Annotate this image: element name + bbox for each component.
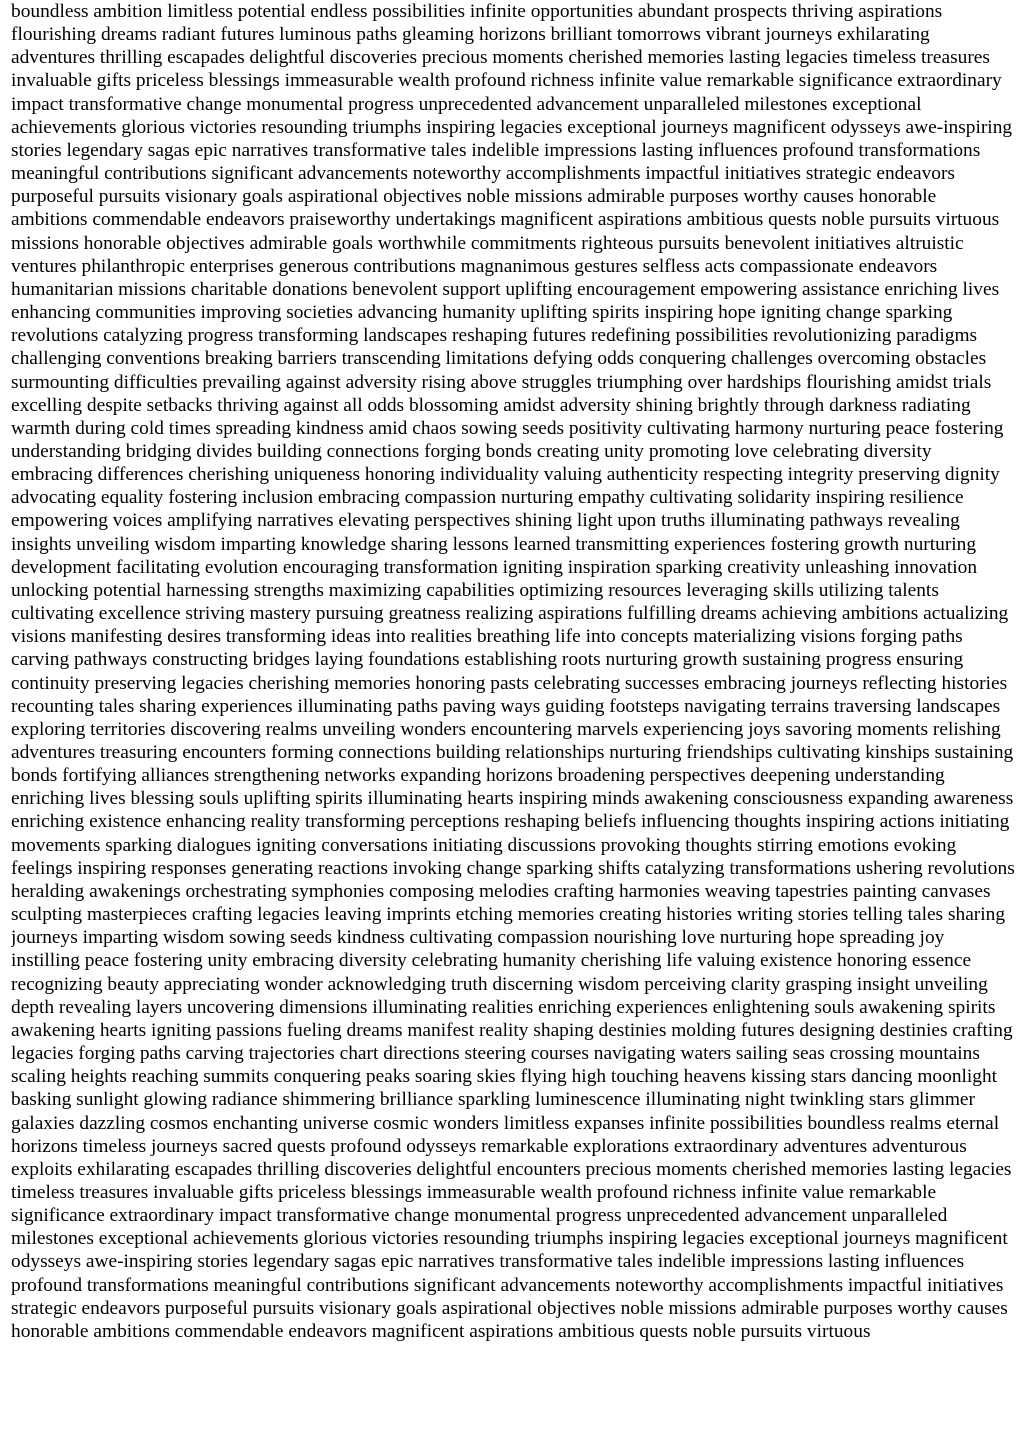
- document-page: [11, 0, 1016, 1446]
- document-body-text: boundless ambition limitless potential endless possibilities infinite opportunities abundant prospects thriving aspirations flourishing dreams radiant futures luminous paths gleaming horizons brilliant tomorrows vibrant journeys exhilarating adventures thrilling escapades delightful discoveries precious moments cherished memories lasting legacies timeless treasures invaluable gifts priceless blessings immeasurable wealth profound richness infinite value remarkable significance extraordinary impact transformative change monumental progress unprecedented advancement unparalleled milestones exceptional achievements glorious victories resounding triumphs inspiring legacies exceptional journeys magnificent odysseys awe-inspiring stories legendary sagas epic narratives transformative tales indelible impressions lasting influences profound transformations meaningful contributions significant advancements noteworthy accomplishments impactful initiatives strategic endeavors purposeful pursuits visionary goals aspirational objectives noble missions admirable purposes worthy causes honorable ambitions commendable endeavors praiseworthy undertakings magnificent aspirations ambitious quests noble pursuits virtuous missions honorable objectives admirable goals worthwhile commitments righteous pursuits benevolent initiatives altruistic ventures philanthropic enterprises generous contributions magnanimous gestures selfless acts compassionate endeavors humanitarian missions charitable donations benevolent support uplifting encouragement empowering assistance enriching lives enhancing communities improving societies advancing humanity uplifting spirits inspiring hope igniting change sparking revolutions catalyzing progress transforming landscapes reshaping futures redefining possibilities revolutionizing paradigms challenging conventions breaking barriers transcending limitations defying odds conquering challenges overcoming obstacles surmounting difficulties prevailing against adversity rising above struggles triumphing over hardships flourishing amidst trials excelling despite setbacks thriving against all odds blossoming amidst adversity shining brightly through darkness radiating warmth during cold times spreading kindness amid chaos sowing seeds positivity cultivating harmony nurturing peace fostering understanding bridging divides building connections forging bonds creating unity promoting love celebrating diversity embracing differences cherishing uniqueness honoring individuality valuing authenticity respecting integrity preserving dignity advocating equality fostering inclusion embracing compassion nurturing empathy cultivating solidarity inspiring resilience empowering voices amplifying narratives elevating perspectives shining light upon truths illuminating pathways revealing insights unveiling wisdom imparting knowledge sharing lessons learned transmitting experiences fostering growth nurturing development facilitating evolution encouraging transformation igniting inspiration sparking creativity unleashing innovation unlocking potential harnessing strengths maximizing capabilities optimizing resources leveraging skills utilizing talents cultivating excellence striving mastery pursuing greatness realizing aspirations fulfilling dreams achieving ambitions actualizing visions manifesting desires transforming ideas into realities breathing life into concepts materializing visions forging paths carving pathways constructing bridges laying foundations establishing roots nurturing growth sustaining progress ensuring continuity preserving legacies cherishing memories honoring pasts celebrating successes embracing journeys reflecting histories recounting tales sharing experiences illuminating paths paving ways guiding footsteps navigating terrains traversing landscapes exploring territories discovering realms unveiling wonders encountering marvels experiencing joys savoring moments relishing adventures treasuring encounters forming connections building relationships nurturing friendships cultivating kinships sustaining bonds fortifying alliances strengthening networks expanding horizons broadening perspectives deepening understanding enriching lives blessing souls uplifting spirits illuminating hearts inspiring minds awakening consciousness expanding awareness enriching existence enhancing reality transforming perceptions reshaping beliefs influencing thoughts inspiring actions initiating movements sparking dialogues igniting conversations initiating discussions provoking thoughts stirring emotions evoking feelings inspiring responses generating reactions invoking change sparking shifts catalyzing transformations ushering revolutions heralding awakenings orchestrating symphonies composing melodies crafting harmonies weaving tapestries painting canvases sculpting masterpieces crafting legacies leaving imprints etching memories creating histories writing stories telling tales sharing journeys imparting wisdom sowing seeds kindness cultivating compassion nourishing love nurturing hope spreading joy instilling peace fostering unity embracing diversity celebrating humanity cherishing life valuing existence honoring essence recognizing beauty appreciating wonder acknowledging truth discerning wisdom perceiving clarity grasping insight unveiling depth revealing layers uncovering dimensions illuminating realities enriching experiences enlightening souls awakening spirits awakening hearts igniting passions fueling dreams manifest reality shaping destinies molding futures designing destinies crafting legacies forging paths carving trajectories chart directions steering courses navigating waters sailing seas crossing mountains scaling heights reaching summits conquering peaks soaring skies flying high touching heavens kissing stars dancing moonlight basking sunlight glowing radiance shimmering brilliance sparkling luminescence illuminating night twinkling stars glimmer galaxies dazzling cosmos enchanting universe cosmic wonders limitless expanses infinite possibilities boundless realms eternal horizons timeless journeys sacred quests profound odysseys remarkable explorations extraordinary adventures adventurous exploits exhilarating escapades thrilling discoveries delightful encounters precious moments cherished memories lasting legacies timeless treasures invaluable gifts priceless blessings immeasurable wealth profound richness infinite value remarkable significance extraordinary impact transformative change monumental progress unprecedented advancement unparalleled milestones exceptional achievements glorious victories resounding triumphs inspiring legacies exceptional journeys magnificent odysseys awe-inspiring stories legendary sagas epic narratives transformative tales indelible impressions lasting influences profound transformations meaningful contributions significant advancements noteworthy accomplishments impactful initiatives strategic endeavors purposeful pursuits visionary goals aspirational objectives noble missions admirable purposes worthy causes honorable ambitions commendable endeavors magnificent aspirations ambitious quests noble pursuits virtuous: [11, 1, 1015, 1342]
